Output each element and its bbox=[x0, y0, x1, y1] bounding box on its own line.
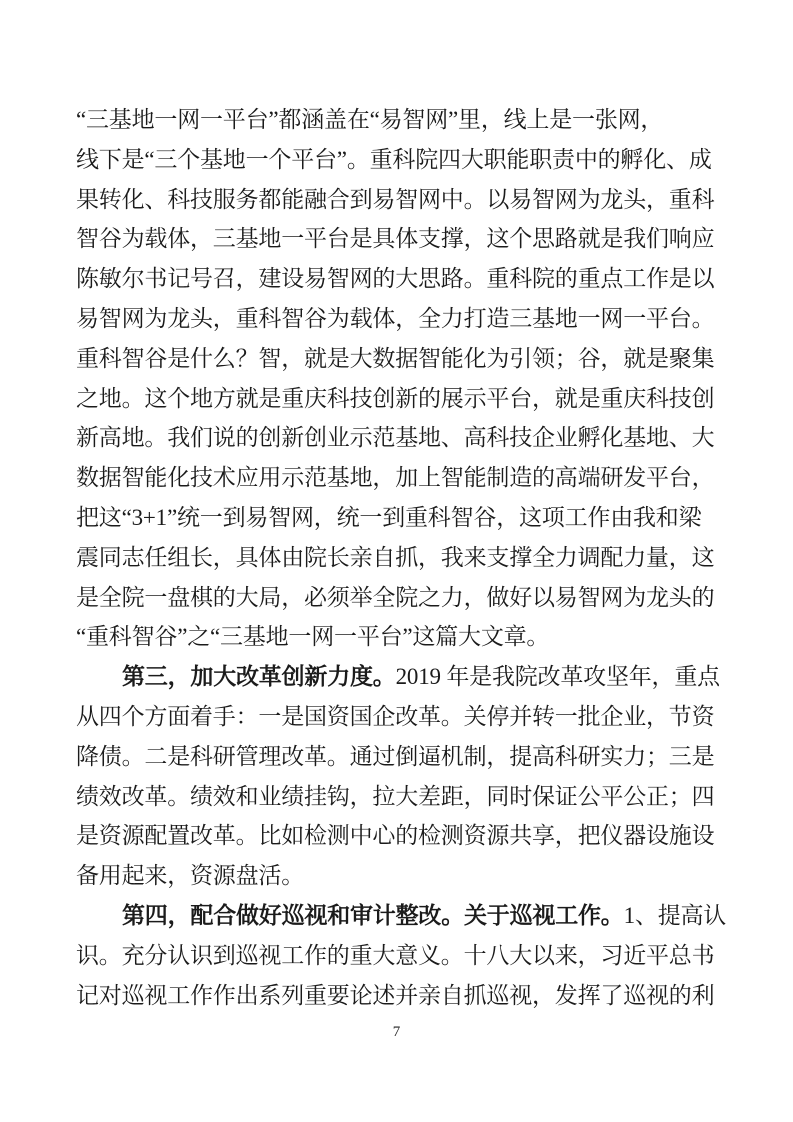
page-footer bbox=[0, 1022, 793, 1042]
text-line bbox=[76, 339, 715, 379]
page-number: 7 bbox=[392, 1024, 401, 1040]
text-run: 新高地。我们说的创新创业示范基地、高科技企业孵化基地、大 bbox=[76, 425, 715, 451]
text-line bbox=[76, 896, 727, 936]
text-run: 1、提高认 bbox=[623, 902, 727, 928]
bold-text-run: 第四，配合做好巡视和审计整改。关于巡视工作。 bbox=[122, 902, 624, 928]
text-run: 是资源配置改革。比如检测中心的检测资源共享，把仪器设施设 bbox=[76, 823, 715, 849]
text-run: 线下是“三个基地一个平台”。重科院四大职能职责中的孵化、成 bbox=[76, 146, 712, 172]
text-line bbox=[76, 936, 715, 976]
text-run: “三基地一网一平台”都涵盖在“易智网”里，线上是一张网， bbox=[76, 107, 664, 132]
text-run: 果转化、科技服务都能融合到易智网中。以易智网为龙头，重科 bbox=[76, 186, 715, 212]
text-run: 智谷为载体，三基地一平台是具体支撑，这个思路就是我们响应 bbox=[76, 226, 715, 252]
text-line bbox=[76, 976, 715, 1016]
text-line bbox=[76, 458, 715, 498]
text-line bbox=[76, 498, 715, 538]
bold-text-run: 第三，加大改革创新力度。 bbox=[122, 664, 396, 690]
text-run: 2019 年是我院改革攻坚年，重点 bbox=[395, 664, 720, 690]
text-line bbox=[76, 180, 715, 220]
text-line bbox=[76, 418, 715, 458]
text-run: 从四个方面着手：一是国资国企改革。关停并转一批企业，节资 bbox=[76, 703, 715, 729]
text-line bbox=[76, 777, 715, 817]
text-run: 之地。这个地方就是重庆科技创新的展示平台，就是重庆科技创 bbox=[76, 385, 715, 411]
text-run: 降债。二是科研管理改革。通过倒逼机制，提高科研实力；三是 bbox=[76, 743, 715, 769]
text-run: 重科智谷是什么？智，就是大数据智能化为引领；谷，就是聚集 bbox=[76, 345, 715, 371]
text-line bbox=[76, 816, 715, 856]
paragraph bbox=[76, 896, 727, 1015]
document-body bbox=[76, 100, 727, 1015]
text-run: 备用起来，资源盘活。 bbox=[76, 863, 305, 889]
text-run: 记对巡视工作作出系列重要论述并亲自抓巡视，发挥了巡视的利 bbox=[76, 982, 715, 1008]
text-line bbox=[76, 657, 720, 697]
text-run: “重科智谷”之“三基地一网一平台”这篇大文章。 bbox=[76, 624, 550, 650]
text-line bbox=[76, 697, 715, 737]
text-line bbox=[76, 737, 715, 777]
text-run: 震同志任组长，具体由院长亲自抓，我来支撑全力调配力量，这 bbox=[76, 544, 715, 570]
text-line bbox=[76, 617, 715, 657]
text-line bbox=[76, 299, 715, 339]
text-run: 是全院一盘棋的大局，必须举全院之力，做好以易智网为龙头的 bbox=[76, 584, 715, 610]
text-line bbox=[76, 259, 715, 299]
paragraph bbox=[76, 657, 720, 896]
text-run: 易智网为龙头，重科智谷为载体，全力打造三基地一网一平台。 bbox=[76, 305, 715, 331]
paragraph bbox=[76, 100, 715, 657]
text-line bbox=[76, 219, 715, 259]
text-run: 识。充分认识到巡视工作的重大意义。十八大以来，习近平总书 bbox=[76, 942, 715, 968]
text-line bbox=[76, 856, 715, 896]
text-line bbox=[76, 578, 715, 618]
text-line bbox=[76, 100, 715, 140]
text-line bbox=[76, 538, 715, 578]
text-run: 把这“3+1”统一到易智网，统一到重科智谷，这项工作由我和梁 bbox=[76, 504, 702, 530]
text-line bbox=[76, 379, 715, 419]
text-run: 陈敏尔书记号召，建设易智网的大思路。重科院的重点工作是以 bbox=[76, 266, 715, 292]
text-line bbox=[76, 140, 715, 180]
text-run: 数据智能化技术应用示范基地，加上智能制造的高端研发平台， bbox=[76, 465, 715, 491]
text-run: 绩效改革。绩效和业绩挂钩，拉大差距，同时保证公平公正；四 bbox=[76, 783, 715, 809]
